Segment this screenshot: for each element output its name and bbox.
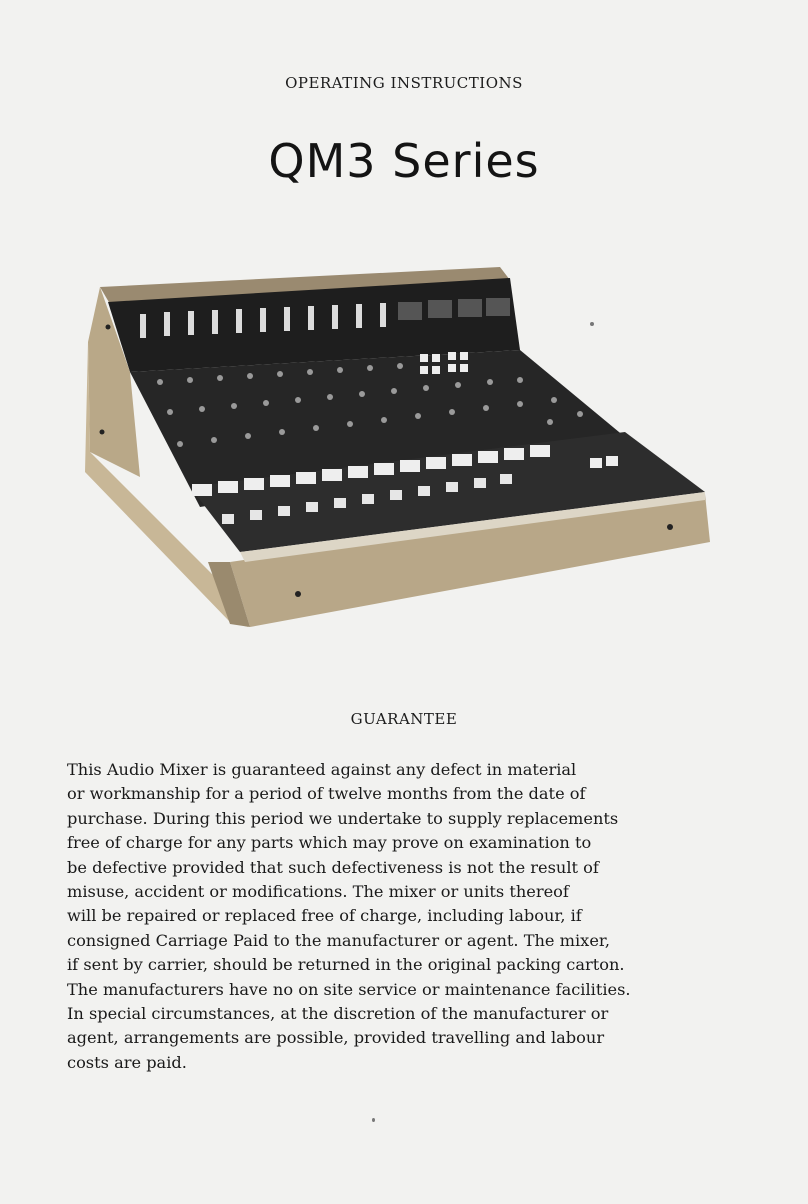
guarantee-line: if sent by carrier, should be returned in the original packing carton. xyxy=(67,955,625,975)
guarantee-line: consigned Carriage Paid to the manufacturer or agent. The mixer, xyxy=(67,930,610,950)
audio-mixer-photo xyxy=(80,262,720,637)
guarantee-line: The manufacturers have no on site service or maintenance facilities. xyxy=(67,979,631,999)
guarantee-line: free of charge for any parts which may prove on examination to xyxy=(67,833,592,853)
guarantee-line: In special circumstances, at the discretion of the manufacturer or xyxy=(67,1004,609,1024)
guarantee-line: will be repaired or replaced free of charge, including labour, if xyxy=(67,906,582,926)
guarantee-line: misuse, accident or modifications. The mixer or units thereof xyxy=(67,882,569,902)
guarantee-line: This Audio Mixer is guaranteed against any defect in material xyxy=(67,760,577,779)
document-title: QM3 Series xyxy=(268,134,540,188)
guarantee-line: agent, arrangements are possible, provided travelling and labour xyxy=(67,1028,605,1048)
guarantee-line: be defective provided that such defectiveness is not the result of xyxy=(67,857,599,877)
paper-speck xyxy=(372,1118,375,1122)
guarantee-text xyxy=(67,758,767,1075)
guarantee-heading: GUARANTEE xyxy=(350,710,458,728)
document-header: OPERATING INSTRUCTIONS xyxy=(285,74,523,92)
guarantee-line: or workmanship for a period of twelve months from the date of xyxy=(67,784,586,804)
guarantee-line: purchase. During this period we undertake to supply replacements xyxy=(67,808,619,828)
guarantee-line: costs are paid. xyxy=(67,1052,187,1072)
paper-speck xyxy=(590,322,594,326)
